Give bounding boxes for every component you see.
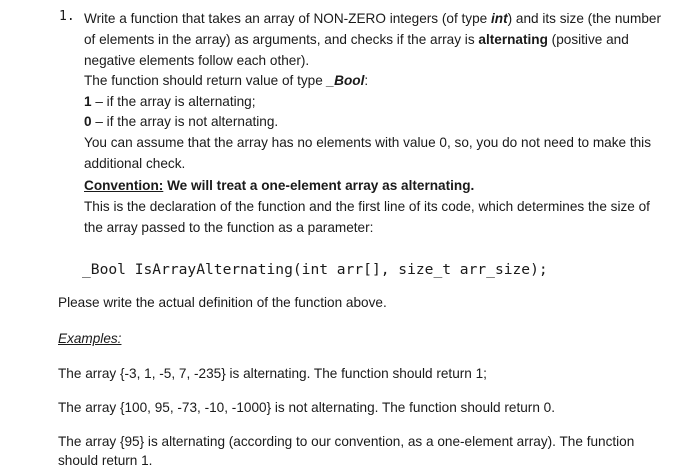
instruction-line: Please write the actual definition of the function above. <box>58 295 387 310</box>
task-text: of elements in the array) as arguments, and checks if the array is <box>84 32 479 47</box>
task-text: (positive and <box>547 32 629 47</box>
task-line-10: This is the declaration of the function and the first line of its code, which determines the size of <box>84 199 650 214</box>
task-line-2 <box>84 31 629 49</box>
task-text: Write a function that takes an array of NON-ZERO integers (of type <box>84 11 491 26</box>
example-1: The array {-3, 1, -5, 7, -235} is alternating. The function should return 1; <box>58 366 487 381</box>
task-text: – if the array is not alternating. <box>91 114 279 129</box>
function-declaration-code: _Bool IsArrayAlternating(int arr[], size_t arr_size); <box>82 261 548 278</box>
task-text: The function should return value of type <box>84 73 327 88</box>
example-2: The array {100, 95, -73, -10, -1000} is not alternating. The function should return 0. <box>58 400 555 415</box>
task-line-8: additional check. <box>84 156 186 171</box>
task-text: ) and its size (the number <box>507 11 661 26</box>
task-text: : <box>364 73 369 88</box>
examples-heading: Examples: <box>58 331 122 346</box>
task-line-7: You can assume that the array has no elements with value 0, so, you do not need to make this <box>84 135 652 150</box>
task-text: – if the array is alternating; <box>91 94 256 109</box>
task-line-3: negative elements follow each other). <box>84 53 310 68</box>
return-value-0: 0 <box>84 114 92 129</box>
task-line-11: the array passed to the function as a parameter: <box>84 220 374 235</box>
return-true-line <box>84 93 256 111</box>
example-3: The array {95} is alternating (according to our convention, as a one-element array). The function <box>58 434 635 449</box>
item-number: 1. <box>59 9 75 24</box>
type-bool: _Bool <box>326 73 365 88</box>
task-line-4 <box>84 72 368 90</box>
convention-line <box>84 177 474 195</box>
return-false-line <box>84 113 278 131</box>
task-line-1 <box>84 10 661 28</box>
convention-text: We will treat a one-element array as alternating. <box>163 178 475 193</box>
return-value-1: 1 <box>84 94 92 109</box>
example-3-continuation: should return 1. <box>58 453 153 468</box>
type-int: int <box>490 11 508 26</box>
convention-label: Convention: <box>84 178 164 193</box>
alternating-bold: alternating <box>478 32 548 47</box>
